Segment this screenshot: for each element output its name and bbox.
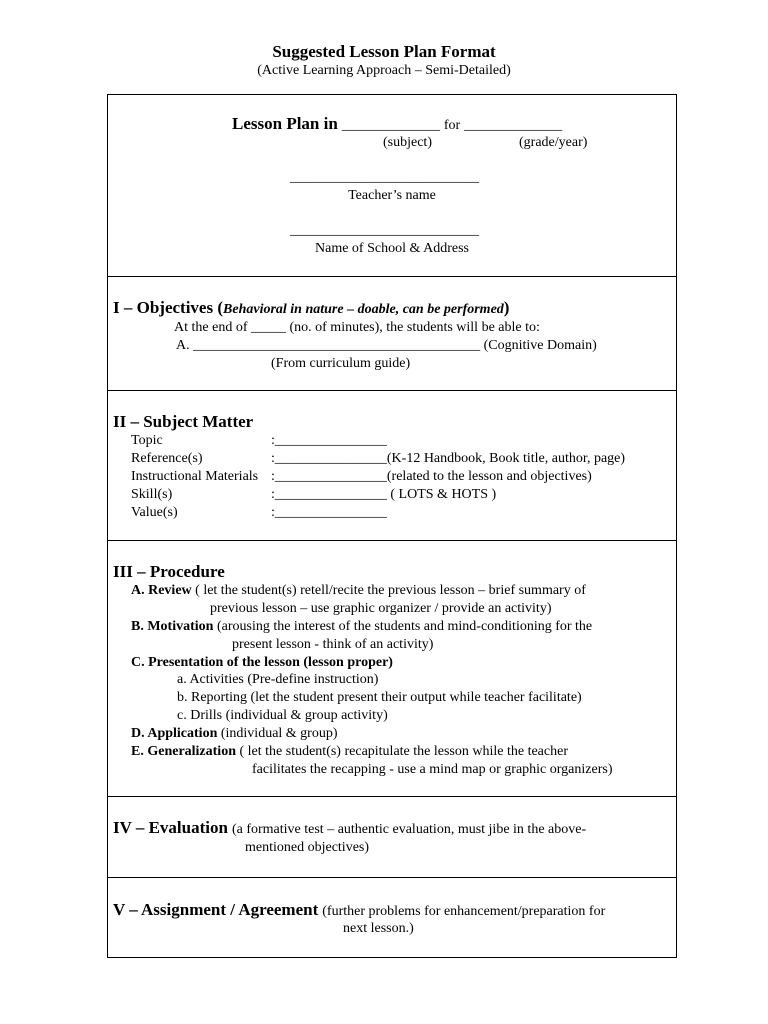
school-label: Name of School & Address xyxy=(315,241,469,256)
lesson-plan-label: Lesson Plan in xyxy=(232,114,338,133)
motivation-label: B. Motivation xyxy=(131,619,214,634)
assignment-line xyxy=(113,900,605,920)
assignment-heading: V – Assignment / Agreement xyxy=(113,900,319,919)
objectives-heading xyxy=(113,298,509,318)
generalization-label: E. Generalization xyxy=(131,744,236,759)
application-label: D. Application xyxy=(131,726,218,741)
motivation-text-2: present lesson - think of an activity) xyxy=(232,637,434,652)
evaluation-line xyxy=(113,818,586,838)
procedure-item-b xyxy=(131,619,592,635)
procedure-item-c xyxy=(131,655,393,671)
assignment-text: (further problems for enhancement/preparation for xyxy=(322,904,606,919)
subject-matter-label: Skill(s) xyxy=(131,487,173,502)
divider xyxy=(107,540,677,541)
evaluation-text-2: mentioned objectives) xyxy=(245,840,370,855)
subject-matter-label: Value(s) xyxy=(131,505,178,520)
page-title: Suggested Lesson Plan Format xyxy=(272,42,496,61)
subject-label: (subject) xyxy=(383,135,432,150)
presentation-b: b. Reporting (let the student present their output while teacher facilitate) xyxy=(177,690,582,705)
divider xyxy=(107,796,677,797)
procedure-heading: III – Procedure xyxy=(113,562,225,581)
presentation-label: C. Presentation of the lesson (lesson proper) xyxy=(131,655,393,670)
motivation-text: (arousing the interest of the students and mind-conditioning for the xyxy=(216,619,593,634)
lesson-plan-line xyxy=(232,114,562,134)
subject-matter-label: Instructional Materials xyxy=(131,469,259,484)
subject-matter-heading: II – Subject Matter xyxy=(113,412,254,431)
subject-matter-label: Reference(s) xyxy=(131,451,203,466)
objectives-line-3: (From curriculum guide) xyxy=(271,356,411,371)
objectives-line-2: A. _________________________________________ (Cognitive Domain) xyxy=(176,338,597,353)
page-subtitle: (Active Learning Approach – Semi-Detailed) xyxy=(257,63,511,78)
objectives-title: I – Objectives ( xyxy=(113,298,224,317)
procedure-item-a xyxy=(131,583,586,599)
procedure-item-d xyxy=(131,726,338,742)
subject-blank: ______________ xyxy=(341,118,440,133)
presentation-c: c. Drills (individual & group activity) xyxy=(177,708,388,723)
teacher-line: ___________________________ xyxy=(290,170,479,185)
teacher-label: Teacher’s name xyxy=(348,188,436,203)
presentation-a: a. Activities (Pre-define instruction) xyxy=(177,672,379,687)
review-label: A. Review xyxy=(131,583,192,598)
objectives-close: ) xyxy=(503,298,510,317)
school-line: ___________________________ xyxy=(290,223,479,238)
divider xyxy=(107,390,677,391)
subject-matter-value: :________________ ( LOTS & HOTS ) xyxy=(271,487,497,502)
application-text: (individual & group) xyxy=(220,726,338,741)
divider xyxy=(107,276,677,277)
evaluation-heading: IV – Evaluation xyxy=(113,818,228,837)
procedure-item-e xyxy=(131,744,568,760)
grade-label: (grade/year) xyxy=(519,135,588,150)
evaluation-text: (a formative test – authentic evaluation, must jibe in the above- xyxy=(231,822,587,837)
divider xyxy=(107,877,677,878)
subject-matter-value: :________________ xyxy=(271,505,387,520)
grade-blank: ______________ xyxy=(464,118,563,133)
generalization-text: ( let the student(s) recapitulate the lesson while the teacher xyxy=(239,744,568,759)
subject-matter-value: :________________(K-12 Handbook, Book title, author, page) xyxy=(271,451,626,466)
for-label: for xyxy=(443,118,461,133)
review-text: ( let the student(s) retell/recite the previous lesson – brief summary of xyxy=(195,583,586,598)
objectives-line-1: At the end of _____ (no. of minutes), the students will be able to: xyxy=(174,320,540,335)
objectives-note: Behavioral in nature – doable, can be performed xyxy=(223,302,504,317)
review-text-2: previous lesson – use graphic organizer / provide an activity) xyxy=(210,601,552,616)
subject-matter-label: Topic xyxy=(131,433,163,448)
assignment-text-2: next lesson.) xyxy=(343,921,414,936)
generalization-text-2: facilitates the recapping - use a mind map or graphic organizers) xyxy=(252,762,613,777)
subject-matter-value: :________________(related to the lesson and objectives) xyxy=(271,469,592,484)
subject-matter-value: :________________ xyxy=(271,433,387,448)
